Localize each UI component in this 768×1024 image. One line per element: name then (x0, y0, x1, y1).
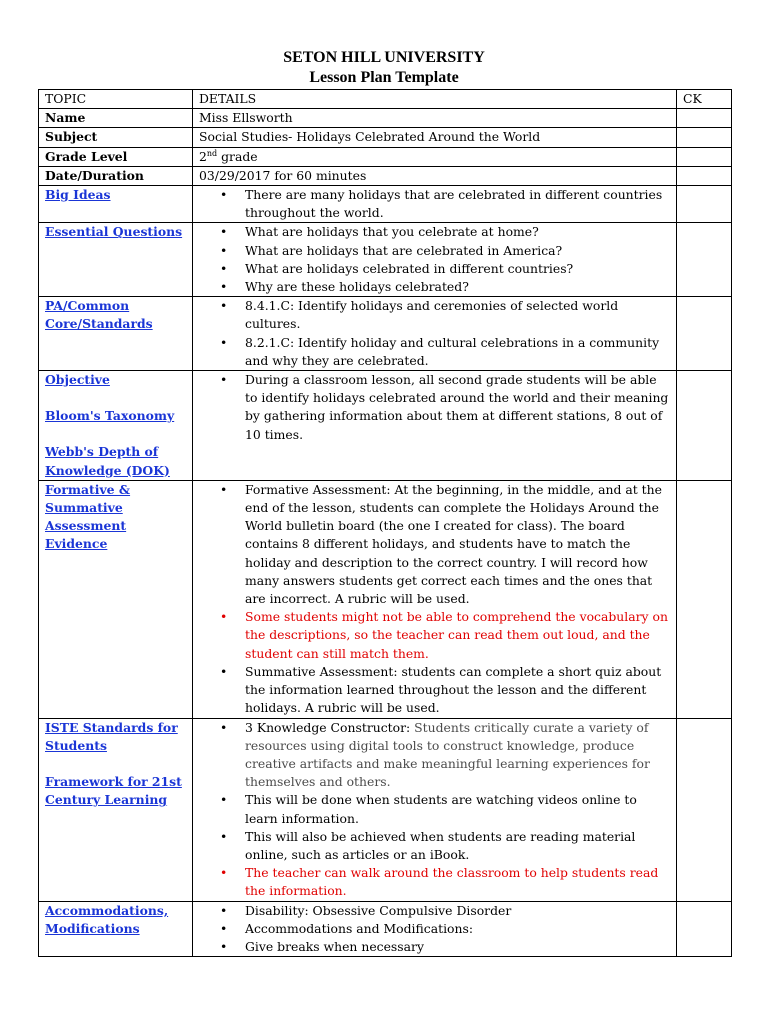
list-item: • This will also be achieved when students are reading material online, such as articles or an iBook. (245, 828, 670, 864)
ck-cell[interactable] (677, 371, 732, 481)
list-item: • The teacher can walk around the classroom to help students read the information. (245, 864, 670, 900)
row-date (39, 166, 732, 185)
header-topic: TOPIC (39, 90, 193, 109)
webbs-dok-link[interactable]: Webb's Depth of Knowledge (DOK) (45, 444, 170, 478)
row-iste (39, 718, 732, 901)
essential-questions-details (193, 223, 677, 297)
knowledge-constructor-text: Students critically curate a variety of resources using digital tools to construct knowledge, produce creative artifacts and make meaningful learning experiences for themselves and others. (245, 719, 650, 790)
ck-cell[interactable] (677, 166, 732, 185)
grade-suffix: grade (217, 148, 258, 164)
list-item: • What are holidays celebrated in different countries? (245, 260, 670, 278)
list-item: • Summative Assessment: students can complete a short quiz about the information learned throughout the lesson and the different holidays. A rubric will be used. (245, 663, 670, 718)
list-item: • Some students might not be able to comprehend the vocabulary on the descriptions, so the teacher can read them out loud, and the student can still match them. (245, 608, 670, 663)
grade-value (193, 147, 677, 166)
assessment-cell (39, 480, 193, 718)
big-ideas-details (193, 186, 677, 223)
assessment-details (193, 480, 677, 718)
iste-cell (39, 718, 193, 901)
subject-label: Subject (39, 128, 193, 147)
ck-cell[interactable] (677, 718, 732, 901)
date-value: 03/29/2017 for 60 minutes (193, 166, 677, 185)
iste-standards-link[interactable]: ISTE Standards for Students (45, 719, 178, 753)
list-item: • Why are these holidays celebrated? (245, 278, 670, 296)
ck-cell[interactable] (677, 297, 732, 371)
row-assessment (39, 480, 732, 718)
objective-link[interactable]: Objective (45, 372, 110, 388)
essential-questions-cell (39, 223, 193, 297)
accommodations-cell (39, 901, 193, 957)
list-item: • What are holidays that you celebrate at home? (245, 223, 670, 241)
ck-cell[interactable] (677, 901, 732, 957)
objective-details (193, 371, 677, 481)
list-item: • This will be done when students are watching videos online to learn information. (245, 791, 670, 827)
list-item: • Accommodations and Modifications: (245, 920, 670, 938)
assessment-link[interactable]: Formative & Summative Assessment Evidence (45, 481, 131, 552)
template-name: Lesson Plan Template (309, 69, 459, 86)
standards-link[interactable]: PA/Common Core/Standards (45, 298, 153, 332)
header-ck: CK (677, 90, 732, 109)
big-ideas-cell (39, 186, 193, 223)
accommodations-link[interactable]: Accommodations, Modifications (45, 902, 169, 936)
list-item: • What are holidays that are celebrated in America? (245, 242, 670, 260)
framework-21st-century-link[interactable]: Framework for 21st Century Learning (45, 773, 182, 808)
grade-ordinal: nd (206, 148, 218, 158)
university-name: SETON HILL UNIVERSITY (283, 49, 485, 66)
row-grade (39, 147, 732, 166)
accommodations-details (193, 901, 677, 957)
list-item: • Give breaks when necessary (245, 938, 670, 956)
list-item: • There are many holidays that are celebrated in different countries throughout the world. (245, 186, 670, 222)
date-label: Date/Duration (39, 166, 193, 185)
iste-details (193, 718, 677, 901)
blooms-taxonomy-link[interactable]: Bloom's Taxonomy (45, 408, 175, 424)
row-objective (39, 371, 732, 481)
ck-cell[interactable] (677, 186, 732, 223)
list-item: • During a classroom lesson, all second grade students will be able to identify holidays celebrated around the world and their meaning by gathering information about them at different stations, 8 out of 10 times. (245, 371, 670, 444)
row-essential-questions (39, 223, 732, 297)
big-ideas-link[interactable]: Big Ideas (45, 187, 111, 203)
list-item: • Disability: Obsessive Compulsive Disorder (245, 902, 670, 920)
ck-cell[interactable] (677, 128, 732, 147)
list-item (245, 719, 670, 792)
ck-cell[interactable] (677, 223, 732, 297)
standards-details (193, 297, 677, 371)
header-row (39, 90, 732, 109)
standards-cell (39, 297, 193, 371)
row-subject (39, 128, 732, 147)
name-label: Name (39, 109, 193, 128)
lesson-plan-table (38, 89, 732, 957)
knowledge-constructor-label: 3 Knowledge Constructor: (245, 719, 415, 735)
row-standards (39, 297, 732, 371)
header-details: DETAILS (193, 90, 677, 109)
essential-questions-link[interactable]: Essential Questions (45, 224, 183, 240)
row-big-ideas (39, 186, 732, 223)
list-item: • Formative Assessment: At the beginning, in the middle, and at the end of the lesson, students can complete the Holidays Around the World bulletin board (the one I created for class). The board contains 8 different holidays, and students have to match the holiday and description to the correct country. I will record how many answers students get correct each times and the ones that are incorrect. A rubric will be used. (245, 481, 670, 608)
grade-number: 2 (199, 148, 207, 164)
name-value: Miss Ellsworth (193, 109, 677, 128)
ck-cell[interactable] (677, 109, 732, 128)
row-name (39, 109, 732, 128)
row-accommodations (39, 901, 732, 957)
subject-value: Social Studies- Holidays Celebrated Around the World (193, 128, 677, 147)
list-item: • 8.4.1.C: Identify holidays and ceremonies of selected world cultures. (245, 297, 670, 333)
ck-cell[interactable] (677, 147, 732, 166)
objective-cell (39, 371, 193, 481)
ck-cell[interactable] (677, 480, 732, 718)
list-item: • 8.2.1.C: Identify holiday and cultural celebrations in a community and why they are celebrated. (245, 334, 670, 370)
document-title (0, 48, 768, 88)
grade-label: Grade Level (39, 147, 193, 166)
